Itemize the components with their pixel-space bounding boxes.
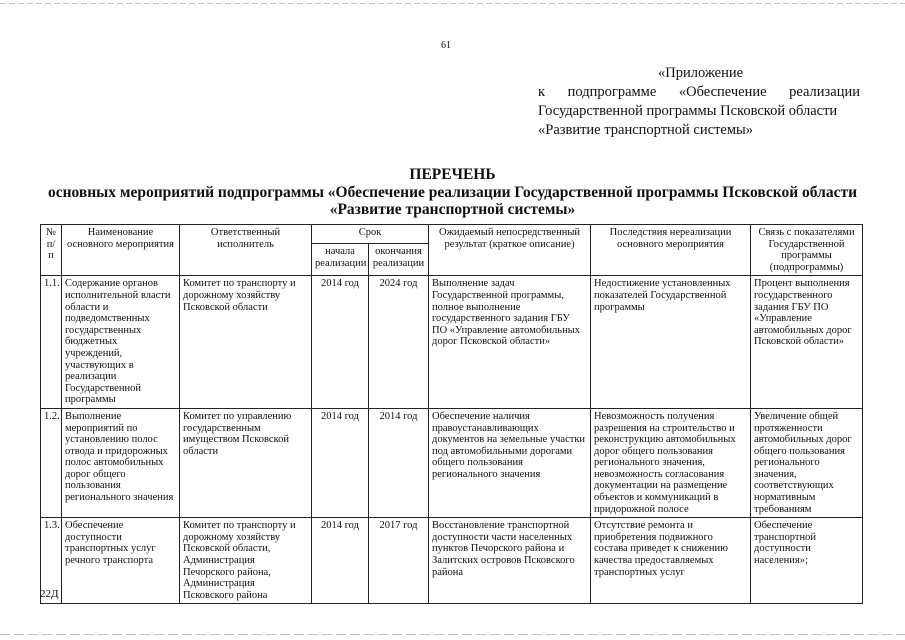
row-num: 1.1. xyxy=(41,276,62,409)
header-expected: Ожидаемый непосредственный результат (краткое описание) xyxy=(429,225,591,276)
header-num: № п/п xyxy=(41,225,62,276)
row-num: 1.3. xyxy=(41,518,62,604)
appendix-line-2: к подпрограмме «Обеспечение реализации xyxy=(538,84,860,100)
row-start: 2014 год xyxy=(312,276,369,409)
row-link: Обеспечение транспортной доступности населения»; xyxy=(751,518,863,604)
row-link: Процент выполнения государственного задания ГБУ ПО «Управление автомобильных дорог Псковской области» xyxy=(751,276,863,409)
row-start: 2014 год xyxy=(312,518,369,604)
table-row xyxy=(41,408,863,517)
header-term: Срок xyxy=(312,225,429,244)
header-name: Наименование основного мероприятия xyxy=(62,225,180,276)
row-name: Обеспечение доступности транспортных услуг речного транспорта xyxy=(62,518,180,604)
measures-table xyxy=(40,224,863,604)
appendix-line-4: «Развитие транспортной системы» xyxy=(538,122,754,138)
header-link: Связь с показателями Государственной программы (подпрограммы) xyxy=(751,225,863,276)
row-link: Увеличение общей протяженности автомобильных дорог общего пользования регионального значения, соответствующих нормативным требованиям xyxy=(751,408,863,517)
appendix-line-1: «Приложение xyxy=(658,65,744,81)
appendix-header xyxy=(538,64,860,140)
table-row xyxy=(41,276,863,409)
footer-code: 22Д xyxy=(40,588,59,600)
page-number: 61 xyxy=(441,40,451,51)
row-end: 2024 год xyxy=(369,276,429,409)
row-responsible: Комитет по транспорту и дорожному хозяйству Псковской области, Администрация Печорского района, Администрация Псковского района xyxy=(180,518,312,604)
header-term-end: окончания реализации xyxy=(369,244,429,276)
document-subtitle-line-1: основных мероприятий подпрограммы «Обеспечение реализации Государственной программы Псковской области xyxy=(47,184,858,201)
row-num: 1.2. xyxy=(41,408,62,517)
row-start: 2014 год xyxy=(312,408,369,517)
scan-edge-bottom xyxy=(0,634,905,635)
row-name: Содержание органов исполнительной власти области и подведомственных государственных бюджетных учреждений, участвующих в реализации Государственной программы xyxy=(62,276,180,409)
row-responsible: Комитет по транспорту и дорожному хозяйству Псковской области xyxy=(180,276,312,409)
header-responsible: Ответственный исполнитель xyxy=(180,225,312,276)
row-expected: Выполнение задач Государственной программы, полное выполнение государственного задания ГБУ ПО «Управление автомобильных дорог Псковской области» xyxy=(429,276,591,409)
scan-edge-top xyxy=(0,3,905,4)
header-term-start: начала реализации xyxy=(312,244,369,276)
row-consequences: Недостижение установленных показателей Государственной программы xyxy=(591,276,751,409)
document-title: ПЕРЕЧЕНЬ xyxy=(409,166,496,183)
row-consequences: Отсутствие ремонта и приобретения подвижного состава приведет к снижению качества предоставляемых транспортных услуг xyxy=(591,518,751,604)
row-expected: Обеспечение наличия правоустанавливающих документов на земельные участки под автомобильными дорогами общего пользования регионального значения xyxy=(429,408,591,517)
row-end: 2017 год xyxy=(369,518,429,604)
document-subtitle-line-2: «Развитие транспортной системы» xyxy=(329,201,576,218)
appendix-line-3: Государственной программы Псковской области xyxy=(538,103,838,119)
row-name: Выполнение мероприятий по установлению полос отвода и придорожных полос автомобильных дорог общего пользования регионального значения xyxy=(62,408,180,517)
table-row xyxy=(41,518,863,604)
row-responsible: Комитет по управлению государственным имуществом Псковской области xyxy=(180,408,312,517)
header-consequences: Последствия нереализации основного мероприятия xyxy=(591,225,751,276)
row-expected: Восстановление транспортной доступности части населенных пунктов Печорского района и Залитских островов Псковского района xyxy=(429,518,591,604)
row-consequences: Невозможность получения разрешения на строительство и реконструкцию автомобильных дорог общего пользования регионального значения, невозможность согласования документации на размещение объектов и коммуникаций в придорожной полосе xyxy=(591,408,751,517)
row-end: 2014 год xyxy=(369,408,429,517)
